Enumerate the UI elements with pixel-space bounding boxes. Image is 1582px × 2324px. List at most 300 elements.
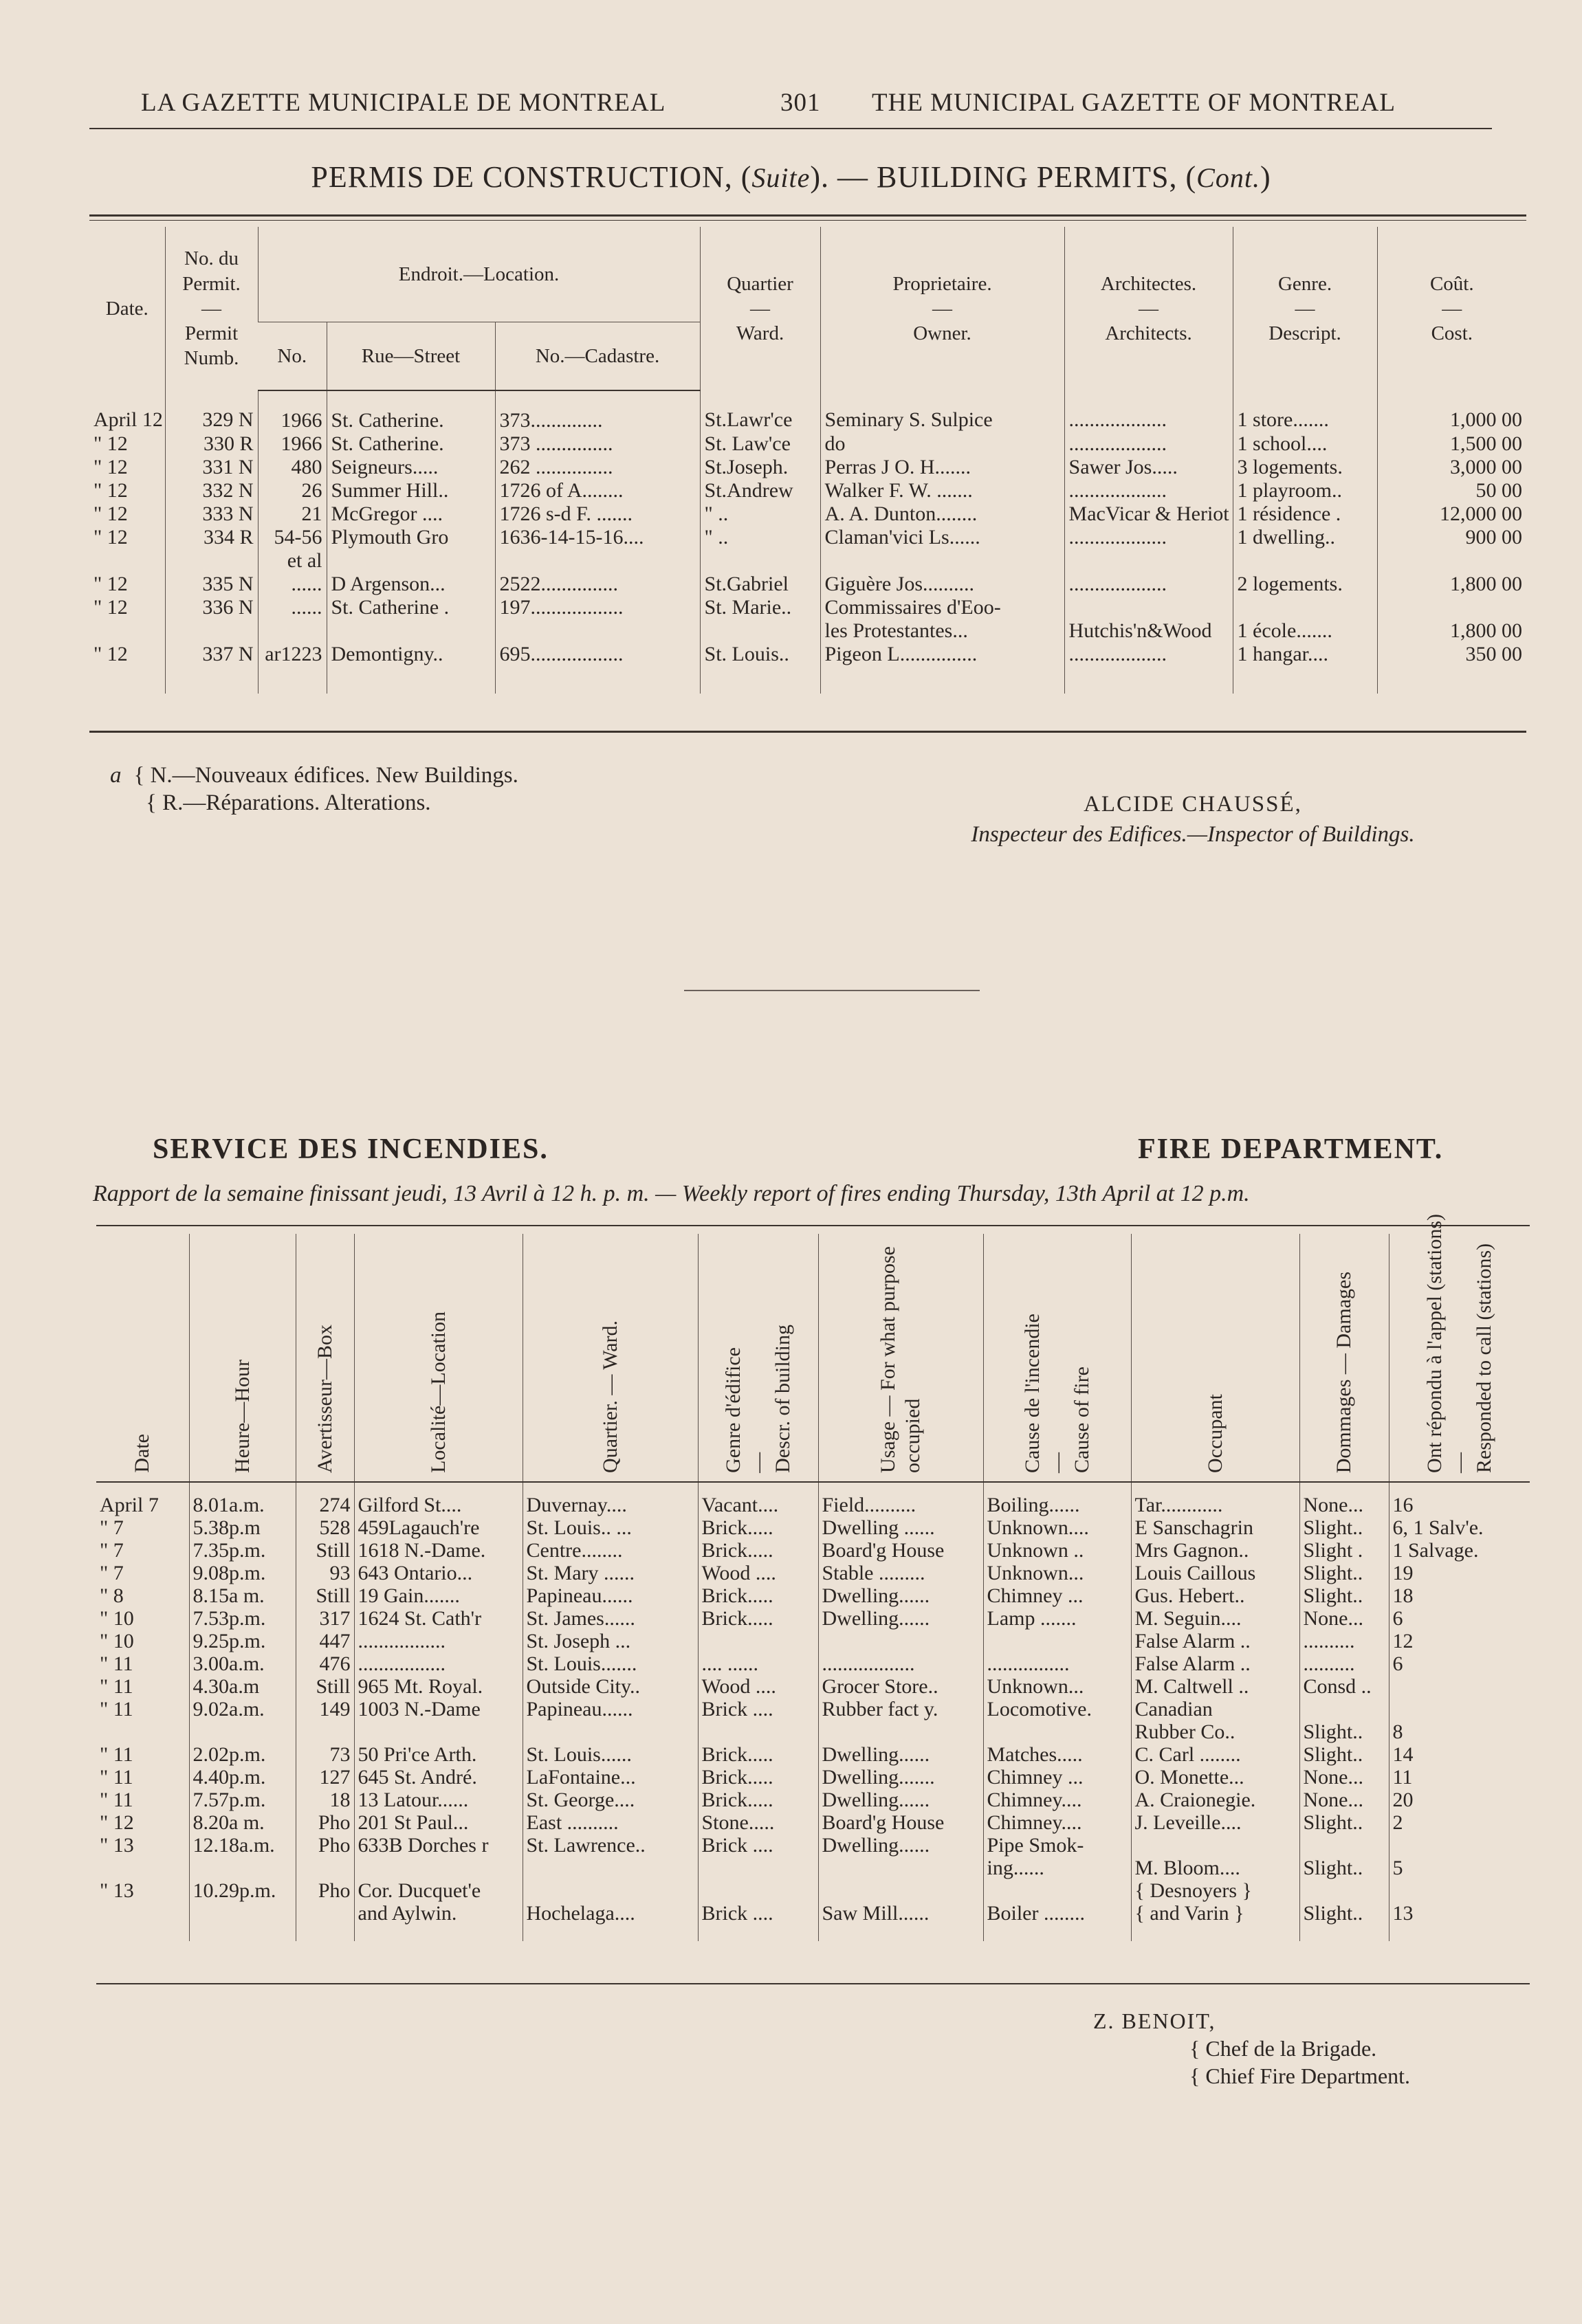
permit-date-cell: " 12 — [94, 502, 128, 525]
fire-damages-cell — [1299, 1834, 1389, 1857]
fd-col-building: Genre d'édifice — Descr. of building — [698, 1234, 818, 1482]
permit-ward-cell: St. Marie.. — [700, 596, 820, 619]
fire-row — [96, 1630, 1530, 1652]
permit-date-cell: " 12 — [94, 573, 128, 595]
permit-cadastre-cell: 1726 s-d F. ....... — [495, 502, 700, 526]
permit-genre-cell: 1 école....... — [1233, 619, 1377, 643]
fire-signature-role-fr: Chef de la Brigade. — [1205, 2036, 1377, 2061]
permit-owner-cell: Walker F. W. ....... — [820, 479, 1064, 502]
fire-date-cell: " 11 — [100, 1698, 133, 1720]
fire-subtitle: Rapport de la semaine finissant jeudi, 13 Avril à 12 h. p. m. — Weekly report of fires ending Thursday, 13th April at 12 p.m. — [93, 1181, 1250, 1206]
fire-occupant-cell: M. Bloom.... — [1131, 1857, 1299, 1879]
fire-usage-cell: Dwelling ...... — [818, 1516, 983, 1539]
section-divider — [684, 990, 980, 991]
permit-genre-cell: 1 store....... — [1233, 390, 1377, 432]
fire-date-cell: " 11 — [100, 1766, 133, 1789]
permits-title-end: ) — [1260, 160, 1271, 194]
fire-date-cell: " 11 — [100, 1652, 133, 1675]
permit-row — [89, 643, 1526, 694]
fire-occupant-cell: Gus. Hebert.. — [1131, 1584, 1299, 1607]
col-description: Genre. — Descript. — [1233, 227, 1377, 390]
permit-no-cell: et al — [258, 549, 327, 573]
fire-ward-cell: St. Louis.. ... — [523, 1516, 698, 1539]
fire-hour-cell: 8.20a m. — [189, 1811, 296, 1834]
permit-ward-cell: St.Gabriel — [700, 573, 820, 596]
fire-building-cell: Brick..... — [698, 1516, 818, 1539]
page-number: 301 — [780, 89, 821, 117]
fire-row — [96, 1562, 1530, 1584]
fire-ward-cell: Papineau...... — [523, 1584, 698, 1607]
fire-date-cell: " 8 — [100, 1584, 124, 1607]
fire-ward-cell: LaFontaine... — [523, 1766, 698, 1789]
fire-building-cell — [698, 1720, 818, 1743]
permit-owner-cell: Commissaires d'Eoo- — [820, 596, 1064, 619]
permits-legend: a { N.—Nouveaux édifices. New Buildings. { R.—Réparations. Alterations. — [110, 763, 518, 815]
fire-date-cell: " 11 — [100, 1743, 133, 1766]
permit-cadastre-cell: 373 ............... — [495, 432, 700, 456]
col-location-no: No. — [258, 322, 327, 391]
permit-permit-cell — [165, 619, 258, 643]
permit-cost-cell: 1,500 00 — [1377, 432, 1526, 456]
fire-damages-cell: Slight.. — [1299, 1584, 1389, 1607]
fire-cause-cell: Chimney ... — [983, 1584, 1131, 1607]
permit-arch-cell: ................... — [1064, 643, 1233, 694]
fire-damages-cell: None... — [1299, 1482, 1389, 1516]
col-ward: Quartier — Ward. — [700, 227, 820, 390]
fire-bottom-rule — [96, 1983, 1530, 1984]
fire-responded-cell: 6 — [1389, 1652, 1530, 1675]
fire-occupant-cell: { Desnoyers } — [1131, 1879, 1299, 1902]
fire-hour-cell: 2.02p.m. — [189, 1743, 296, 1766]
fire-row — [96, 1607, 1530, 1630]
permit-arch-cell: ................... — [1064, 432, 1233, 456]
permit-no-cell: ...... — [258, 596, 327, 619]
permit-permit-cell: 329 N — [165, 390, 258, 432]
fire-usage-cell — [818, 1630, 983, 1652]
fire-responded-cell — [1389, 1879, 1530, 1902]
fire-occupant-cell — [1131, 1834, 1299, 1857]
fire-damages-cell: Slight.. — [1299, 1857, 1389, 1879]
fire-row — [96, 1789, 1530, 1811]
fire-cause-cell: Locomotive. — [983, 1698, 1131, 1720]
fire-cause-cell: Chimney.... — [983, 1811, 1131, 1834]
fire-box-cell: Still — [296, 1675, 354, 1698]
fire-ward-cell — [523, 1720, 698, 1743]
permit-row — [89, 573, 1526, 596]
fire-responded-cell: 14 — [1389, 1743, 1530, 1766]
fire-date-cell: " 12 — [100, 1811, 134, 1834]
fire-responded-cell: 8 — [1389, 1720, 1530, 1743]
col-owner: Proprietaire. — Owner. — [820, 227, 1064, 390]
fire-damages-cell: Slight . — [1299, 1539, 1389, 1562]
col-cost: Coût. — Cost. — [1377, 227, 1526, 390]
fire-responded-cell — [1389, 1834, 1530, 1857]
fire-occupant-cell: False Alarm .. — [1131, 1652, 1299, 1675]
fire-usage-cell — [818, 1857, 983, 1879]
fire-occupant-cell: C. Carl ........ — [1131, 1743, 1299, 1766]
fire-occupant-cell: E Sanschagrin — [1131, 1516, 1299, 1539]
fire-damages-cell: Slight.. — [1299, 1902, 1389, 1941]
fire-responded-cell: 13 — [1389, 1902, 1530, 1941]
fire-date-cell — [96, 1902, 189, 1941]
fire-location-cell: Cor. Ducquet'e — [354, 1879, 523, 1902]
permit-permit-cell: 333 N — [165, 502, 258, 526]
fire-occupant-cell: Mrs Gagnon.. — [1131, 1539, 1299, 1562]
permit-street-cell: Seigneurs..... — [327, 456, 495, 479]
fire-building-cell: Brick..... — [698, 1766, 818, 1789]
fire-occupant-cell: Canadian — [1131, 1698, 1299, 1720]
fire-responded-cell: 1 Salvage. — [1389, 1539, 1530, 1562]
fire-row — [96, 1675, 1530, 1698]
permit-owner-cell — [820, 549, 1064, 573]
fd-col-ward: Quartier. — Ward. — [523, 1234, 698, 1482]
permits-signature-role: Inspecteur des Edifices.—Inspector of Buildings. — [971, 822, 1415, 847]
permit-street-cell: St. Catherine. — [327, 390, 495, 432]
fire-hour-cell: 7.57p.m. — [189, 1789, 296, 1811]
fire-location-cell: 643 Ontario... — [354, 1562, 523, 1584]
fire-row — [96, 1584, 1530, 1607]
permits-signature — [901, 789, 1485, 850]
permits-top-rule — [89, 214, 1526, 217]
fire-top-rule — [96, 1225, 1530, 1226]
fire-date-cell: " 7 — [100, 1516, 124, 1539]
permit-no-cell: 26 — [258, 479, 327, 502]
permit-row — [89, 526, 1526, 549]
fire-row — [96, 1652, 1530, 1675]
permit-ward-cell: St.Andrew — [700, 479, 820, 502]
fire-usage-cell: Dwelling...... — [818, 1743, 983, 1766]
permit-owner-cell: do — [820, 432, 1064, 456]
fire-box-cell: 528 — [296, 1516, 354, 1539]
fire-date-cell: " 10 — [100, 1630, 134, 1652]
fire-damages-cell: None... — [1299, 1789, 1389, 1811]
fire-ward-cell: St. George.... — [523, 1789, 698, 1811]
fire-box-cell: 73 — [296, 1743, 354, 1766]
permit-genre-cell — [1233, 596, 1377, 619]
permit-permit-cell: 331 N — [165, 456, 258, 479]
fire-box-cell — [296, 1720, 354, 1743]
permit-owner-cell: les Protestantes... — [820, 619, 1064, 643]
col-permit: No. du Permit. — Permit Numb. — [165, 227, 258, 390]
permit-street-cell: Demontigny.. — [327, 643, 495, 694]
fire-responded-cell: 18 — [1389, 1584, 1530, 1607]
fire-box-cell: 317 — [296, 1607, 354, 1630]
fire-ward-cell: St. Louis...... — [523, 1743, 698, 1766]
fire-date-cell: " 7 — [100, 1539, 124, 1562]
permit-row — [89, 502, 1526, 526]
fire-cause-cell — [983, 1720, 1131, 1743]
fire-hour-cell — [189, 1720, 296, 1743]
fire-hour-cell — [189, 1857, 296, 1879]
permit-cost-cell: 3,000 00 — [1377, 456, 1526, 479]
permit-cost-cell — [1377, 596, 1526, 619]
fire-date-cell: " 13 — [100, 1879, 134, 1902]
fire-row — [96, 1698, 1530, 1720]
permit-date-cell: April 12 — [94, 408, 163, 431]
fire-hour-cell: 7.35p.m. — [189, 1539, 296, 1562]
fire-hour-cell: 7.53p.m. — [189, 1607, 296, 1630]
permit-ward-cell — [700, 549, 820, 573]
fire-hour-cell: 9.08p.m. — [189, 1562, 296, 1584]
fire-usage-cell: Saw Mill...... — [818, 1902, 983, 1941]
fire-building-cell: Brick..... — [698, 1584, 818, 1607]
permit-street-cell — [327, 549, 495, 573]
fire-building-cell: Brick .... — [698, 1698, 818, 1720]
permit-date-cell: " 12 — [94, 456, 128, 478]
permit-cost-cell — [1377, 549, 1526, 573]
fire-cause-cell: Chimney ... — [983, 1766, 1131, 1789]
permit-permit-cell: 332 N — [165, 479, 258, 502]
fire-title-french: SERVICE DES INCENDIES. — [153, 1133, 549, 1165]
fire-box-cell: 447 — [296, 1630, 354, 1652]
fire-usage-cell: Rubber fact y. — [818, 1698, 983, 1720]
fire-location-cell: 50 Pri'ce Arth. — [354, 1743, 523, 1766]
fire-box-cell: 274 — [296, 1482, 354, 1516]
fire-location-cell: 201 St Paul... — [354, 1811, 523, 1834]
permits-title-cont: Cont. — [1196, 162, 1260, 193]
permit-genre-cell: 1 résidence . — [1233, 502, 1377, 526]
fire-building-cell: Stone..... — [698, 1811, 818, 1834]
fire-damages-cell: None... — [1299, 1607, 1389, 1630]
permit-cadastre-cell: 695.................. — [495, 643, 700, 694]
fire-building-cell: Brick..... — [698, 1607, 818, 1630]
fire-occupant-cell: M. Caltwell .. — [1131, 1675, 1299, 1698]
fire-signature: Z. BENOIT, { Chef de la Brigade. { Chief Fire Department. — [1093, 2008, 1411, 2088]
fire-cause-cell: Lamp ....... — [983, 1607, 1131, 1630]
fire-cause-cell — [983, 1879, 1131, 1902]
permit-arch-cell: ................... — [1064, 479, 1233, 502]
fire-building-cell — [698, 1879, 818, 1902]
fire-date-cell: " 11 — [100, 1789, 133, 1811]
permit-permit-cell: 337 N — [165, 643, 258, 694]
permit-owner-cell: Seminary S. Sulpice — [820, 390, 1064, 432]
fire-location-cell: 965 Mt. Royal. — [354, 1675, 523, 1698]
fire-ward-cell: St. Louis....... — [523, 1652, 698, 1675]
running-head-english: THE MUNICIPAL GAZETTE OF MONTREAL — [872, 89, 1396, 117]
fire-location-cell: 459Lagauch're — [354, 1516, 523, 1539]
fire-building-cell — [698, 1630, 818, 1652]
permit-street-cell: Plymouth Gro — [327, 526, 495, 549]
permit-genre-cell: 3 logements. — [1233, 456, 1377, 479]
fire-ward-cell: Centre........ — [523, 1539, 698, 1562]
fire-ward-cell: St. Mary ...... — [523, 1562, 698, 1584]
fire-usage-cell: Field.......... — [818, 1482, 983, 1516]
fire-row — [96, 1879, 1530, 1902]
fire-date-cell: " 13 — [100, 1834, 134, 1857]
fire-row — [96, 1539, 1530, 1562]
permit-owner-cell: Perras J O. H....... — [820, 456, 1064, 479]
fire-cause-cell: Unknown... — [983, 1675, 1131, 1698]
permit-street-cell: Summer Hill.. — [327, 479, 495, 502]
running-head-french: LA GAZETTE MUNICIPALE DE MONTREAL — [141, 89, 666, 117]
fire-ward-cell: East .......... — [523, 1811, 698, 1834]
permit-date-cell: " 12 — [94, 432, 128, 455]
fire-building-cell: Brick .... — [698, 1834, 818, 1857]
fire-building-cell: Vacant.... — [698, 1482, 818, 1516]
fire-report-table — [96, 1214, 1530, 1941]
fire-hour-cell: 5.38p.m — [189, 1516, 296, 1539]
permit-row — [89, 619, 1526, 643]
fire-building-cell: Brick..... — [698, 1539, 818, 1562]
fire-building-cell: .... ...... — [698, 1652, 818, 1675]
permit-genre-cell: 2 logements. — [1233, 573, 1377, 596]
fire-cause-cell — [983, 1630, 1131, 1652]
legend-alterations: R.—Réparations. Alterations. — [162, 790, 431, 815]
fire-hour-cell: 10.29p.m. — [189, 1879, 296, 1902]
fire-damages-cell — [1299, 1698, 1389, 1720]
permit-permit-cell: 336 N — [165, 596, 258, 619]
fire-box-cell: Pho — [296, 1811, 354, 1834]
fire-cause-cell: Boiling...... — [983, 1482, 1131, 1516]
permit-ward-cell: " .. — [700, 502, 820, 526]
fire-box-cell — [296, 1902, 354, 1941]
permit-cost-cell: 1,000 00 — [1377, 390, 1526, 432]
permit-arch-cell — [1064, 549, 1233, 573]
header-rule — [89, 128, 1492, 129]
permit-permit-cell — [165, 549, 258, 573]
fire-box-cell: Still — [296, 1539, 354, 1562]
fire-damages-cell: Slight.. — [1299, 1720, 1389, 1743]
permits-signature-name: ALCIDE CHAUSSÉ, — [1084, 792, 1302, 817]
fire-box-cell — [296, 1857, 354, 1879]
permit-ward-cell — [700, 619, 820, 643]
permit-genre-cell: 1 dwelling.. — [1233, 526, 1377, 549]
permit-ward-cell: St.Joseph. — [700, 456, 820, 479]
permit-cost-cell: 350 00 — [1377, 643, 1526, 694]
permit-street-cell: St. Catherine . — [327, 596, 495, 619]
fire-usage-cell — [818, 1720, 983, 1743]
permit-cadastre-cell: 1636-14-15-16.... — [495, 526, 700, 549]
permits-title-suite: Suite — [751, 162, 811, 193]
legend-marker: a — [110, 763, 122, 788]
fire-building-cell: Brick..... — [698, 1789, 818, 1811]
permit-no-cell — [258, 619, 327, 643]
permit-owner-cell: Pigeon L............... — [820, 643, 1064, 694]
fire-hour-cell — [189, 1902, 296, 1941]
permit-genre-cell — [1233, 549, 1377, 573]
fire-cause-cell: Unknown .. — [983, 1539, 1131, 1562]
permit-row — [89, 596, 1526, 619]
fire-occupant-cell: O. Monette... — [1131, 1766, 1299, 1789]
fire-building-cell: Wood .... — [698, 1562, 818, 1584]
fire-usage-cell: Dwelling....... — [818, 1766, 983, 1789]
permit-row — [89, 479, 1526, 502]
permits-title — [0, 159, 1582, 195]
permit-no-cell: 480 — [258, 456, 327, 479]
permit-street-cell — [327, 619, 495, 643]
col-location-street: Rue—Street — [327, 322, 495, 391]
col-location: Endroit.—Location. — [258, 227, 700, 322]
permit-date-cell: " 12 — [94, 526, 128, 549]
fd-col-hour: Heure—Hour — [189, 1234, 296, 1482]
fire-row — [96, 1834, 1530, 1857]
fire-location-cell: 1624 St. Cath'r — [354, 1607, 523, 1630]
fire-location-cell: 19 Gain....... — [354, 1584, 523, 1607]
permit-cadastre-cell — [495, 549, 700, 573]
fire-location-cell: ................. — [354, 1630, 523, 1652]
fire-location-cell: and Aylwin. — [354, 1902, 523, 1941]
fire-usage-cell: Dwelling...... — [818, 1607, 983, 1630]
permit-cost-cell: 1,800 00 — [1377, 619, 1526, 643]
permits-title-main: PERMIS DE CONSTRUCTION, ( — [311, 160, 752, 194]
fire-building-cell: Brick..... — [698, 1743, 818, 1766]
col-architects: Architectes. — Architects. — [1064, 227, 1233, 390]
permit-no-cell: 54-56 — [258, 526, 327, 549]
permit-date-cell: " 12 — [94, 643, 128, 665]
fire-signature-role-en: Chief Fire Department. — [1205, 2063, 1411, 2088]
fire-location-cell — [354, 1720, 523, 1743]
fire-damages-cell: Consd .. — [1299, 1675, 1389, 1698]
fire-damages-cell: .......... — [1299, 1630, 1389, 1652]
fire-damages-cell: Slight.. — [1299, 1811, 1389, 1834]
fire-responded-cell: 19 — [1389, 1562, 1530, 1584]
fd-col-occupant: Occupant — [1131, 1234, 1299, 1482]
fire-date-cell — [96, 1857, 189, 1879]
permit-no-cell: 21 — [258, 502, 327, 526]
fire-occupant-cell: Louis Caillous — [1131, 1562, 1299, 1584]
permit-arch-cell: ................... — [1064, 573, 1233, 596]
fire-location-cell: 13 Latour...... — [354, 1789, 523, 1811]
fire-hour-cell: 9.02a.m. — [189, 1698, 296, 1720]
permit-cadastre-cell: 262 ............... — [495, 456, 700, 479]
fire-ward-cell: Hochelaga.... — [523, 1902, 698, 1941]
permit-owner-cell: Claman'vici Ls...... — [820, 526, 1064, 549]
fire-responded-cell: 16 — [1389, 1482, 1530, 1516]
fire-hour-cell: 8.15a m. — [189, 1584, 296, 1607]
fire-damages-cell: Slight.. — [1299, 1743, 1389, 1766]
permit-row — [89, 390, 1526, 432]
fire-usage-cell: Dwelling...... — [818, 1789, 983, 1811]
permit-ward-cell: St.Lawr'ce — [700, 390, 820, 432]
fire-date-cell: April 7 — [100, 1494, 159, 1516]
fire-damages-cell — [1299, 1879, 1389, 1902]
permit-permit-cell: 330 R — [165, 432, 258, 456]
fire-cause-cell: ................ — [983, 1652, 1131, 1675]
fire-row — [96, 1720, 1530, 1743]
fire-box-cell: Pho — [296, 1879, 354, 1902]
fire-ward-cell: Duvernay.... — [523, 1482, 698, 1516]
permit-row — [89, 456, 1526, 479]
permit-date-cell — [89, 619, 165, 643]
fire-date-cell — [96, 1720, 189, 1743]
permit-arch-cell: ................... — [1064, 390, 1233, 432]
permits-title-mid: ). — BUILDING PERMITS, ( — [810, 160, 1197, 194]
fire-occupant-cell: A. Craionegie. — [1131, 1789, 1299, 1811]
col-date: Date. — [105, 297, 149, 320]
fire-title-english: FIRE DEPARTMENT. — [1138, 1133, 1444, 1165]
permit-no-cell: ar1223 — [258, 643, 327, 694]
fire-cause-cell: Matches..... — [983, 1743, 1131, 1766]
fire-responded-cell: 6, 1 Salv'e. — [1389, 1516, 1530, 1539]
fire-responded-cell: 11 — [1389, 1766, 1530, 1789]
permit-cadastre-cell: 197.................. — [495, 596, 700, 619]
fire-box-cell: Pho — [296, 1834, 354, 1857]
fire-ward-cell: Outside City.. — [523, 1675, 698, 1698]
permit-genre-cell: 1 playroom.. — [1233, 479, 1377, 502]
fire-ward-cell — [523, 1879, 698, 1902]
fire-damages-cell: None... — [1299, 1766, 1389, 1789]
fire-cause-cell: Unknown... — [983, 1562, 1131, 1584]
fire-responded-cell: 5 — [1389, 1857, 1530, 1879]
fire-building-cell: Wood .... — [698, 1675, 818, 1698]
permit-arch-cell: Sawer Jos..... — [1064, 456, 1233, 479]
fire-row — [96, 1811, 1530, 1834]
permit-genre-cell: 1 hangar.... — [1233, 643, 1377, 694]
fire-location-cell: Gilford St.... — [354, 1482, 523, 1516]
fire-responded-cell — [1389, 1675, 1530, 1698]
fire-signature-name: Z. BENOIT, — [1093, 2008, 1216, 2033]
fire-responded-cell: 6 — [1389, 1607, 1530, 1630]
